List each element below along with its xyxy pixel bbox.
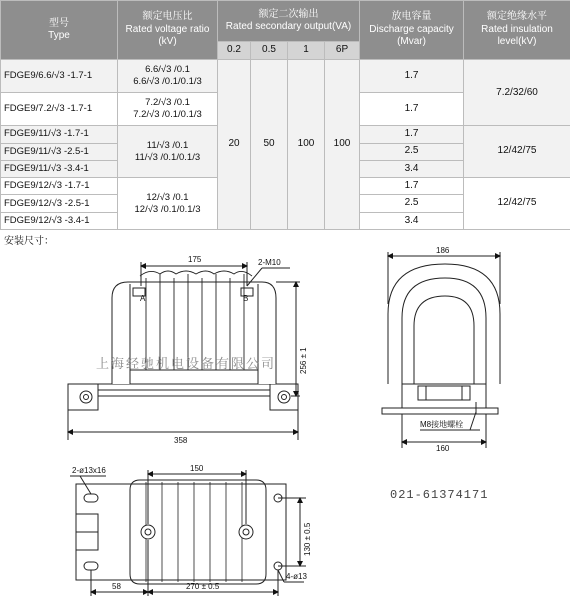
dim-130: 130 ± 0.5 bbox=[303, 522, 312, 556]
capacity-cell: 2.5 bbox=[360, 195, 464, 212]
dim-160: 160 bbox=[436, 444, 450, 453]
dim-58: 58 bbox=[112, 582, 121, 591]
model-cell: FDGE9/11/√3 -1.7-1 bbox=[1, 126, 118, 143]
model-cell: FDGE9/7.2/√3 -1.7-1 bbox=[1, 92, 118, 125]
capacity-cell: 1.7 bbox=[360, 126, 464, 143]
ratio-cell: 12/√3 /0.1 12/√3 /0.1/0.1/3 bbox=[118, 178, 218, 230]
dim-2-m10: 2-M10 bbox=[258, 258, 281, 267]
output-6p-value: 100 bbox=[325, 60, 360, 230]
capacity-cell: 2.5 bbox=[360, 143, 464, 160]
front-view bbox=[68, 262, 300, 440]
output-header: 额定二次输出 Rated secondary output(VA) bbox=[218, 1, 360, 42]
dim-270: 270 ± 0.5 bbox=[186, 582, 220, 591]
model-cell: FDGE9/11/√3 -2.5-1 bbox=[1, 143, 118, 160]
dim-186: 186 bbox=[436, 246, 450, 255]
installation-drawing bbox=[0, 244, 570, 600]
capacity-cell: 3.4 bbox=[360, 212, 464, 229]
phone-number: 021-61374171 bbox=[390, 488, 489, 502]
dim-holes: 4-ø13 bbox=[286, 572, 307, 581]
terminal-a: A bbox=[140, 294, 146, 303]
type-header: 型号 Type bbox=[1, 1, 118, 60]
capacity-cell: 1.7 bbox=[360, 178, 464, 195]
dim-175: 175 bbox=[188, 255, 202, 264]
output-0.2-value: 20 bbox=[218, 60, 251, 230]
plan-view bbox=[70, 470, 306, 596]
class-0.5: 0.5 bbox=[251, 42, 288, 60]
dim-256: 256 ± 1 bbox=[299, 347, 308, 374]
model-cell: FDGE9/12/√3 -2.5-1 bbox=[1, 195, 118, 212]
dim-358: 358 bbox=[174, 436, 188, 445]
output-1-value: 100 bbox=[288, 60, 325, 230]
side-view bbox=[382, 252, 500, 448]
class-0.2: 0.2 bbox=[218, 42, 251, 60]
insulation-cell: 7.2/32/60 bbox=[464, 60, 570, 126]
model-cell: FDGE9/12/√3 -3.4-1 bbox=[1, 212, 118, 229]
capacity-cell: 1.7 bbox=[360, 60, 464, 92]
model-cell: FDGE9/6.6/√3 -1.7-1 bbox=[1, 60, 118, 92]
ratio-cell: 11/√3 /0.1 11/√3 /0.1/0.1/3 bbox=[118, 126, 218, 178]
ratio-header: 额定电压比 Rated voltage ratio (kV) bbox=[118, 1, 218, 60]
section-label: 安装尺寸： bbox=[4, 236, 54, 247]
dim-150: 150 bbox=[190, 464, 204, 473]
company-watermark: 上海经驰机电设备有限公司 bbox=[96, 357, 277, 372]
insulation-header: 额定绝缘水平 Rated insulation level(kV) bbox=[464, 1, 570, 60]
output-0.5-value: 50 bbox=[251, 60, 288, 230]
capacity-cell: 3.4 bbox=[360, 160, 464, 177]
grounding-bolt-label: M8接地螺栓 bbox=[420, 420, 464, 429]
dim-slot: 2-ø13x16 bbox=[72, 466, 106, 475]
terminal-b: B bbox=[243, 294, 249, 303]
ratio-cell: 6.6/√3 /0.1 6.6/√3 /0.1/0.1/3 bbox=[118, 60, 218, 92]
class-1: 1 bbox=[288, 42, 325, 60]
model-cell: FDGE9/11/√3 -3.4-1 bbox=[1, 160, 118, 177]
insulation-cell: 12/42/75 bbox=[464, 126, 570, 178]
spec-table bbox=[0, 0, 570, 230]
ratio-cell: 7.2/√3 /0.1 7.2/√3 /0.1/0.1/3 bbox=[118, 92, 218, 125]
capacity-header: 放电容量 Discharge capacity (Mvar) bbox=[360, 1, 464, 60]
class-6p: 6P bbox=[325, 42, 360, 60]
capacity-cell: 1.7 bbox=[360, 92, 464, 125]
model-cell: FDGE9/12/√3 -1.7-1 bbox=[1, 178, 118, 195]
insulation-cell: 12/42/75 bbox=[464, 178, 570, 230]
